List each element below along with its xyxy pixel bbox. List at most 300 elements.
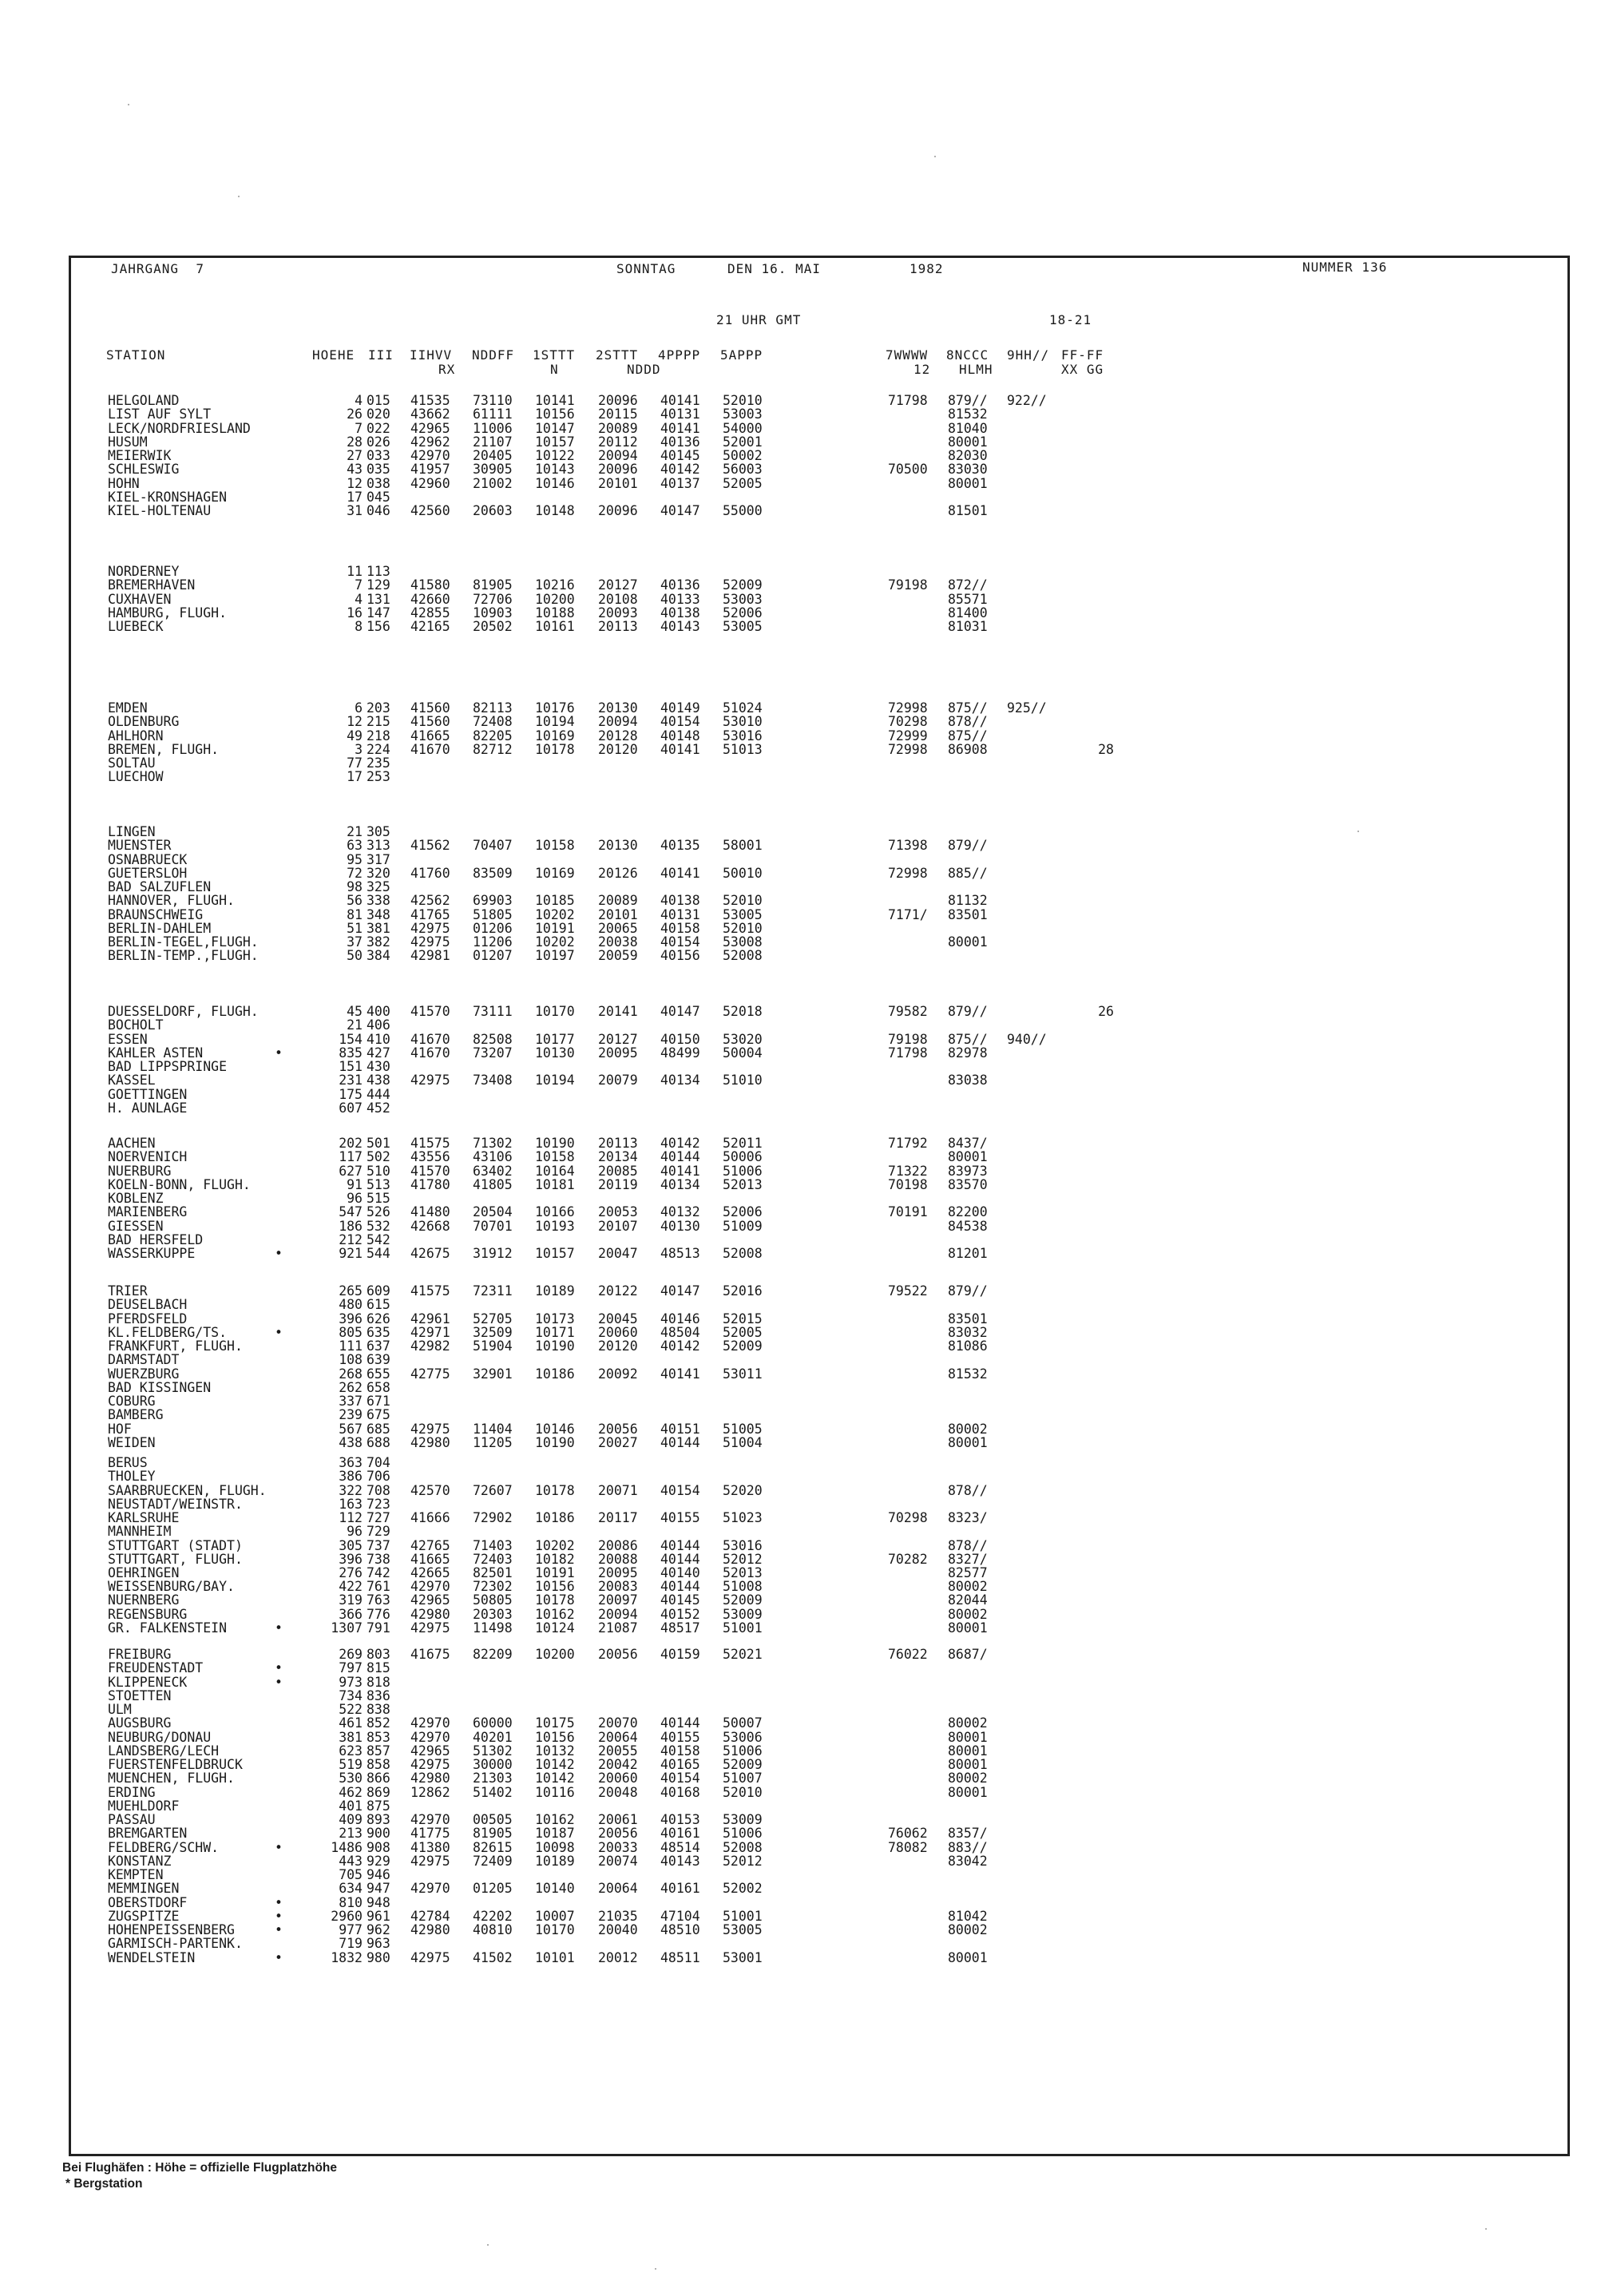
cell-nddff: 82205 [473, 728, 513, 744]
table-row [71, 1353, 1269, 1367]
cell-hoehe: 8 [355, 619, 363, 634]
cell-g5: 52012 [723, 1853, 763, 1869]
cell-g1: 10148 [535, 503, 575, 518]
cell-station: BREMERHAVEN [108, 577, 196, 593]
cell-iihvv: 42975 [410, 1853, 450, 1869]
cell-nddff: 73111 [473, 1004, 513, 1019]
cell-g4: 40145 [660, 1592, 700, 1608]
cell-g5: 51001 [723, 1908, 763, 1924]
cell-g1: 10178 [535, 1592, 575, 1608]
cell-g1: 10177 [535, 1031, 575, 1047]
table-row [71, 1394, 1269, 1409]
cell-g7: 70282 [888, 1551, 928, 1567]
cell-g2: 20089 [598, 420, 638, 436]
cell-g7: 78082 [888, 1839, 928, 1855]
table-row [71, 1033, 1269, 1047]
cell-g8: 81031 [948, 619, 988, 634]
report-sheet [69, 256, 1570, 2156]
column-label-g1: 1STTT [533, 347, 576, 363]
cell-g5: 58001 [723, 838, 763, 854]
cell-g5: 52009 [723, 577, 763, 593]
cell-nddff: 11404 [473, 1421, 513, 1437]
cell-g5: 52021 [723, 1647, 763, 1662]
cell-nddff: 01207 [473, 948, 513, 964]
cell-station: MEMMINGEN [108, 1881, 180, 1897]
cell-g5: 52008 [723, 1839, 763, 1855]
cell-hoehe: 51 [347, 920, 363, 936]
cell-g2: 20059 [598, 948, 638, 964]
cell-g9: 940// [1007, 1031, 1047, 1047]
cell-iii: 033 [367, 448, 390, 463]
cell-hoehe: 6 [355, 700, 363, 716]
cell-station: MEIERWIK [108, 448, 172, 463]
cell-iii: 948 [367, 1894, 390, 1910]
cell-g7: 72998 [888, 865, 928, 881]
cell-iihvv: 41670 [410, 1031, 450, 1047]
cell-station: WUERZBURG [108, 1366, 180, 1382]
cell-hoehe: 28 [347, 434, 363, 450]
cell-g1: 10169 [535, 865, 575, 881]
cell-g2: 20088 [598, 1551, 638, 1567]
cell-g1: 10156 [535, 1729, 575, 1745]
cell-g5: 55000 [723, 503, 763, 518]
cell-iihvv: 42962 [410, 434, 450, 450]
cell-nddff: 81905 [473, 1826, 513, 1842]
cell-iii: 818 [367, 1674, 390, 1690]
cell-g5: 53009 [723, 1606, 763, 1622]
cell-g8: 80002 [948, 1579, 988, 1594]
column-label-g1-sub: N [550, 362, 559, 377]
table-row [71, 1312, 1269, 1326]
cell-station: AACHEN [108, 1136, 156, 1151]
cell-iihvv: 41957 [410, 462, 450, 478]
table-row [71, 1786, 1269, 1800]
cell-g2: 20040 [598, 1922, 638, 1937]
cell-station: ERDING [108, 1784, 156, 1800]
cell-hoehe: 805 [339, 1324, 363, 1340]
cell-g1: 10193 [535, 1218, 575, 1234]
cell-g8: 82200 [948, 1204, 988, 1220]
cell-nddff: 11205 [473, 1434, 513, 1450]
cell-g1: 10181 [535, 1176, 575, 1192]
cell-station: EMDEN [108, 700, 148, 716]
cell-iihvv: 42775 [410, 1366, 450, 1382]
cell-iii: 852 [367, 1715, 390, 1731]
table-row [71, 1018, 1269, 1033]
cell-g4: 40141 [660, 1366, 700, 1382]
cell-iihvv: 42975 [410, 920, 450, 936]
cell-g8: 83042 [948, 1853, 988, 1869]
cell-g8: 879// [948, 838, 988, 854]
weekday: SONNTAG [616, 261, 676, 276]
cell-g4: 40153 [660, 1812, 700, 1827]
cell-station: COBURG [108, 1394, 156, 1409]
cell-iihvv: 42675 [410, 1246, 450, 1261]
cell-iii: 723 [367, 1496, 390, 1512]
cell-station: KOBLENZ [108, 1191, 164, 1206]
cell-g8: 83032 [948, 1324, 988, 1340]
column-label-hoehe: HOEHE [312, 347, 355, 363]
cell-g5: 50002 [723, 448, 763, 463]
cell-hoehe: 77 [347, 755, 363, 771]
cell-g8: 81400 [948, 605, 988, 621]
cell-iii: 218 [367, 728, 390, 744]
cell-station: BERLIN-TEGEL,FLUGH. [108, 934, 259, 950]
table-row [71, 1868, 1269, 1882]
cell-station: BAD SALZUFLEN [108, 879, 212, 894]
cell-station: FREIBURG [108, 1647, 172, 1662]
cell-iii: 317 [367, 851, 390, 867]
cell-iihvv: 42165 [410, 619, 450, 634]
cell-g2: 20130 [598, 838, 638, 854]
cell-hoehe: 305 [339, 1537, 363, 1553]
cell-g8: 80001 [948, 1620, 988, 1636]
cell-iihvv: 42668 [410, 1218, 450, 1234]
cell-g5: 53003 [723, 591, 763, 607]
cell-iihvv: 42975 [410, 1949, 450, 1965]
cell-hoehe: 154 [339, 1031, 363, 1047]
cell-nddff: 30905 [473, 462, 513, 478]
cell-station: BAD HERSFELD [108, 1231, 204, 1247]
cell-g1: 10146 [535, 1421, 575, 1437]
cell-g1: 10142 [535, 1757, 575, 1772]
cell-g5: 51004 [723, 1434, 763, 1450]
cell-iii: 908 [367, 1839, 390, 1855]
cell-g2: 20095 [598, 1045, 638, 1061]
cell-hoehe: 163 [339, 1496, 363, 1512]
cell-g2: 20134 [598, 1149, 638, 1165]
cell-g1: 10142 [535, 1771, 575, 1786]
cell-hoehe: 547 [339, 1204, 363, 1220]
cell-g8: 80001 [948, 1434, 988, 1450]
cell-nddff: 51904 [473, 1338, 513, 1354]
table-row [71, 1648, 1269, 1662]
cell-iihvv: 42960 [410, 475, 450, 491]
cell-g4: 40165 [660, 1757, 700, 1772]
table-row [71, 1205, 1269, 1219]
cell-iihvv: 42665 [410, 1565, 450, 1580]
cell-station: SAARBRUECKEN, FLUGH. [108, 1482, 267, 1498]
cell-iii: 869 [367, 1784, 390, 1800]
cell-iii: 704 [367, 1455, 390, 1470]
column-label-g5: 5APPP [720, 347, 763, 363]
cell-iihvv: 41670 [410, 1045, 450, 1061]
cell-g4: 40131 [660, 906, 700, 922]
cell-nddff: 61111 [473, 406, 513, 422]
cell-g8: 80002 [948, 1715, 988, 1731]
cell-station: SOLTAU [108, 755, 156, 771]
cell-g4: 40156 [660, 948, 700, 964]
table-row [71, 1580, 1269, 1594]
table-row [71, 853, 1269, 867]
scan-speck [934, 156, 936, 157]
table-row [71, 1484, 1269, 1498]
cell-hoehe: 213 [339, 1826, 363, 1842]
cell-g9: 922// [1007, 393, 1047, 408]
cell-g7: 70298 [888, 714, 928, 730]
cell-g4: 48510 [660, 1922, 700, 1937]
cell-iihvv: 42562 [410, 893, 450, 909]
cell-g1: 10143 [535, 462, 575, 478]
cell-g1: 10161 [535, 619, 575, 634]
cell-station: HOHENPEISSENBERG [108, 1922, 235, 1937]
cell-ff: 28 [1098, 741, 1114, 757]
cell-g4: 40132 [660, 1204, 700, 1220]
cell-station: NUERBURG [108, 1163, 172, 1179]
cell-g1: 10156 [535, 1579, 575, 1594]
cell-g2: 20128 [598, 728, 638, 744]
cell-iii: 803 [367, 1647, 390, 1662]
cell-g7: 79198 [888, 1031, 928, 1047]
cell-g1: 10147 [535, 420, 575, 436]
cell-g5: 52016 [723, 1283, 763, 1299]
cell-hoehe: 4 [355, 591, 363, 607]
cell-g5: 53005 [723, 1922, 763, 1937]
table-row [71, 1731, 1269, 1745]
cell-hoehe: 567 [339, 1421, 363, 1437]
cell-station: LUECHOW [108, 769, 164, 785]
cell-g8: 85571 [948, 591, 988, 607]
cell-g8: 83038 [948, 1073, 988, 1089]
cell-station: KIEL-HOLTENAU [108, 503, 212, 518]
cell-g4: 40159 [660, 1647, 700, 1662]
cell-g8: 8357/ [948, 1826, 988, 1842]
cell-nddff: 50805 [473, 1592, 513, 1608]
cell-g8: 80001 [948, 434, 988, 450]
cell-g1: 10200 [535, 1647, 575, 1662]
cell-station: HOF [108, 1421, 132, 1437]
cell-iii: 961 [367, 1908, 390, 1924]
cell-iii: 513 [367, 1176, 390, 1192]
cell-hoehe: 522 [339, 1702, 363, 1717]
cell-g5: 53003 [723, 406, 763, 422]
cell-hoehe: 438 [339, 1434, 363, 1450]
cell-station: DUESSELDORF, FLUGH. [108, 1004, 259, 1019]
table-row [71, 1164, 1269, 1179]
cell-station: OSNABRUECK [108, 851, 188, 867]
cell-g8: 80001 [948, 475, 988, 491]
cell-g2: 20122 [598, 1283, 638, 1299]
column-label-ff-sub: XX GG [1061, 362, 1104, 377]
cell-station: GIESSEN [108, 1218, 164, 1234]
cell-g5: 52006 [723, 1204, 763, 1220]
cell-g2: 20038 [598, 934, 638, 950]
cell-iii: 727 [367, 1510, 390, 1525]
cell-g7: 76022 [888, 1647, 928, 1662]
table-row [71, 1192, 1269, 1206]
cell-station: FRANKFURT, FLUGH. [108, 1338, 243, 1354]
cell-iihvv: 41665 [410, 1551, 450, 1567]
cell-station: LANDSBERG/LECH [108, 1743, 220, 1759]
cell-g7: 72998 [888, 741, 928, 757]
cell-hoehe: 627 [339, 1163, 363, 1179]
cell-nddff: 73408 [473, 1073, 513, 1089]
cell-g5: 52009 [723, 1757, 763, 1772]
cell-station: ZUGSPITZE [108, 1908, 180, 1924]
cell-iii: 515 [367, 1191, 390, 1206]
cell-g7: 79582 [888, 1004, 928, 1019]
cell-g8: 8437/ [948, 1136, 988, 1151]
cell-g2: 20120 [598, 741, 638, 757]
cell-g4: 40154 [660, 1482, 700, 1498]
scan-speck [487, 2244, 489, 2246]
cell-g4: 40134 [660, 1176, 700, 1192]
table-row [71, 1005, 1269, 1019]
cell-hoehe: 72 [347, 865, 363, 881]
cell-hoehe: 396 [339, 1311, 363, 1326]
cell-g1: 10189 [535, 1853, 575, 1869]
table-row [71, 1150, 1269, 1164]
cell-g2: 20141 [598, 1004, 638, 1019]
table-row [71, 1923, 1269, 1937]
cell-iihvv: 43556 [410, 1149, 450, 1165]
cell-g4: 40148 [660, 728, 700, 744]
cell-iii: 761 [367, 1579, 390, 1594]
cell-hoehe: 239 [339, 1407, 363, 1423]
cell-iii: 038 [367, 475, 390, 491]
cell-iii: 526 [367, 1204, 390, 1220]
cell-nddff: 40810 [473, 1922, 513, 1937]
cell-g1: 10122 [535, 448, 575, 463]
cell-g2: 20127 [598, 1031, 638, 1047]
cell-g8: 872// [948, 577, 988, 593]
cell-g4: 40149 [660, 700, 700, 716]
table-row [71, 407, 1269, 422]
cell-iii: 406 [367, 1017, 390, 1033]
cell-iihvv: 41670 [410, 741, 450, 757]
cell-iii: 510 [367, 1163, 390, 1179]
cell-iii: 035 [367, 462, 390, 478]
cell-iihvv: 42980 [410, 1606, 450, 1622]
cell-station: NOERVENICH [108, 1149, 188, 1165]
column-label-g2: 2STTT [596, 347, 639, 363]
cell-g4: 40147 [660, 1283, 700, 1299]
cell-g1: 10101 [535, 1949, 575, 1965]
cell-iii: 020 [367, 406, 390, 422]
cell-g5: 51023 [723, 1510, 763, 1525]
cell-g4: 40138 [660, 605, 700, 621]
cell-iihvv: 41562 [410, 838, 450, 854]
cell-station: AHLHORN [108, 728, 164, 744]
cell-nddff: 52705 [473, 1311, 513, 1326]
cell-hoehe: 530 [339, 1771, 363, 1786]
cell-iii: 947 [367, 1881, 390, 1897]
nummer: NUMMER 136 [1302, 260, 1388, 275]
cell-g5: 52002 [723, 1881, 763, 1897]
cell-iihvv: 41575 [410, 1283, 450, 1299]
table-row [71, 839, 1269, 853]
cell-nddff: 32509 [473, 1324, 513, 1340]
cell-station: GR. FALKENSTEIN [108, 1620, 228, 1636]
cell-g5: 52005 [723, 475, 763, 491]
cell-hoehe: 1832 [331, 1949, 363, 1965]
cell-iihvv: 41780 [410, 1176, 450, 1192]
cell-iihvv: 42970 [410, 1715, 450, 1731]
cell-g1: 10170 [535, 1004, 575, 1019]
cell-station: KASSEL [108, 1073, 156, 1089]
cell-hoehe: 268 [339, 1366, 363, 1382]
column-label-g4: 4PPPP [658, 347, 701, 363]
cell-g1: 10158 [535, 1149, 575, 1165]
cell-nddff: 69903 [473, 893, 513, 909]
cell-station: ULM [108, 1702, 132, 1717]
cell-hoehe: 973 [339, 1674, 363, 1690]
cell-iii: 737 [367, 1537, 390, 1553]
cell-hoehe: 276 [339, 1565, 363, 1580]
cell-hoehe: 151 [339, 1059, 363, 1074]
cell-nddff: 72902 [473, 1510, 513, 1525]
cell-g4: 40133 [660, 591, 700, 607]
scan-speck [128, 104, 129, 105]
table-row [71, 1539, 1269, 1553]
cell-iihvv: 42560 [410, 503, 450, 518]
cell-g8: 81040 [948, 420, 988, 436]
table-row [71, 504, 1269, 518]
cell-station: REGENSBURG [108, 1606, 188, 1622]
cell-g5: 53005 [723, 906, 763, 922]
cell-station: THOLEY [108, 1469, 156, 1485]
cell-station: ESSEN [108, 1031, 148, 1047]
cell-hoehe: 26 [347, 406, 363, 422]
table-row [71, 715, 1269, 729]
cell-g4: 48517 [660, 1620, 700, 1636]
cell-g5: 51006 [723, 1826, 763, 1842]
cell-iihvv: 42965 [410, 420, 450, 436]
cell-station: BAMBERG [108, 1407, 164, 1423]
cell-hoehe: 95 [347, 851, 363, 867]
cell-iii: 671 [367, 1394, 390, 1409]
cell-g2: 20127 [598, 577, 638, 593]
cell-hoehe: 634 [339, 1881, 363, 1897]
cell-g4: 40131 [660, 406, 700, 422]
cell-hoehe: 719 [339, 1936, 363, 1952]
cell-hoehe: 262 [339, 1379, 363, 1395]
cell-g4: 48499 [660, 1045, 700, 1061]
cell-g2: 20055 [598, 1743, 638, 1759]
cell-g1: 10116 [535, 1784, 575, 1800]
scan-speck [655, 2268, 656, 2270]
cell-iii: 738 [367, 1551, 390, 1567]
cell-g8: 885// [948, 865, 988, 881]
cell-g2: 20033 [598, 1839, 638, 1855]
cell-g2: 20045 [598, 1311, 638, 1326]
cell-g2: 20085 [598, 1163, 638, 1179]
cell-iii: 348 [367, 906, 390, 922]
cell-station: BRAUNSCHWEIG [108, 906, 204, 922]
cell-nddff: 51805 [473, 906, 513, 922]
cell-nddff: 41502 [473, 1949, 513, 1965]
cell-g2: 20108 [598, 591, 638, 607]
cell-iihvv: 42570 [410, 1482, 450, 1498]
cell-g4: 40143 [660, 619, 700, 634]
cell-iii: 615 [367, 1297, 390, 1313]
cell-iii: 655 [367, 1366, 390, 1382]
cell-g2: 20097 [598, 1592, 638, 1608]
cell-g8: 83501 [948, 906, 988, 922]
cell-station: HOHN [108, 475, 140, 491]
cell-g2: 20053 [598, 1204, 638, 1220]
cell-iii: 858 [367, 1757, 390, 1772]
cell-g1: 10175 [535, 1715, 575, 1731]
cell-station: NEUBURG/DONAU [108, 1729, 212, 1745]
cell-iii: 026 [367, 434, 390, 450]
cell-g2: 20061 [598, 1812, 638, 1827]
cell-nddff: 31912 [473, 1246, 513, 1261]
cell-g4: 40161 [660, 1826, 700, 1842]
cell-hoehe: 11 [347, 564, 363, 579]
cell-iihvv: 41560 [410, 700, 450, 716]
cell-g2: 20056 [598, 1421, 638, 1437]
